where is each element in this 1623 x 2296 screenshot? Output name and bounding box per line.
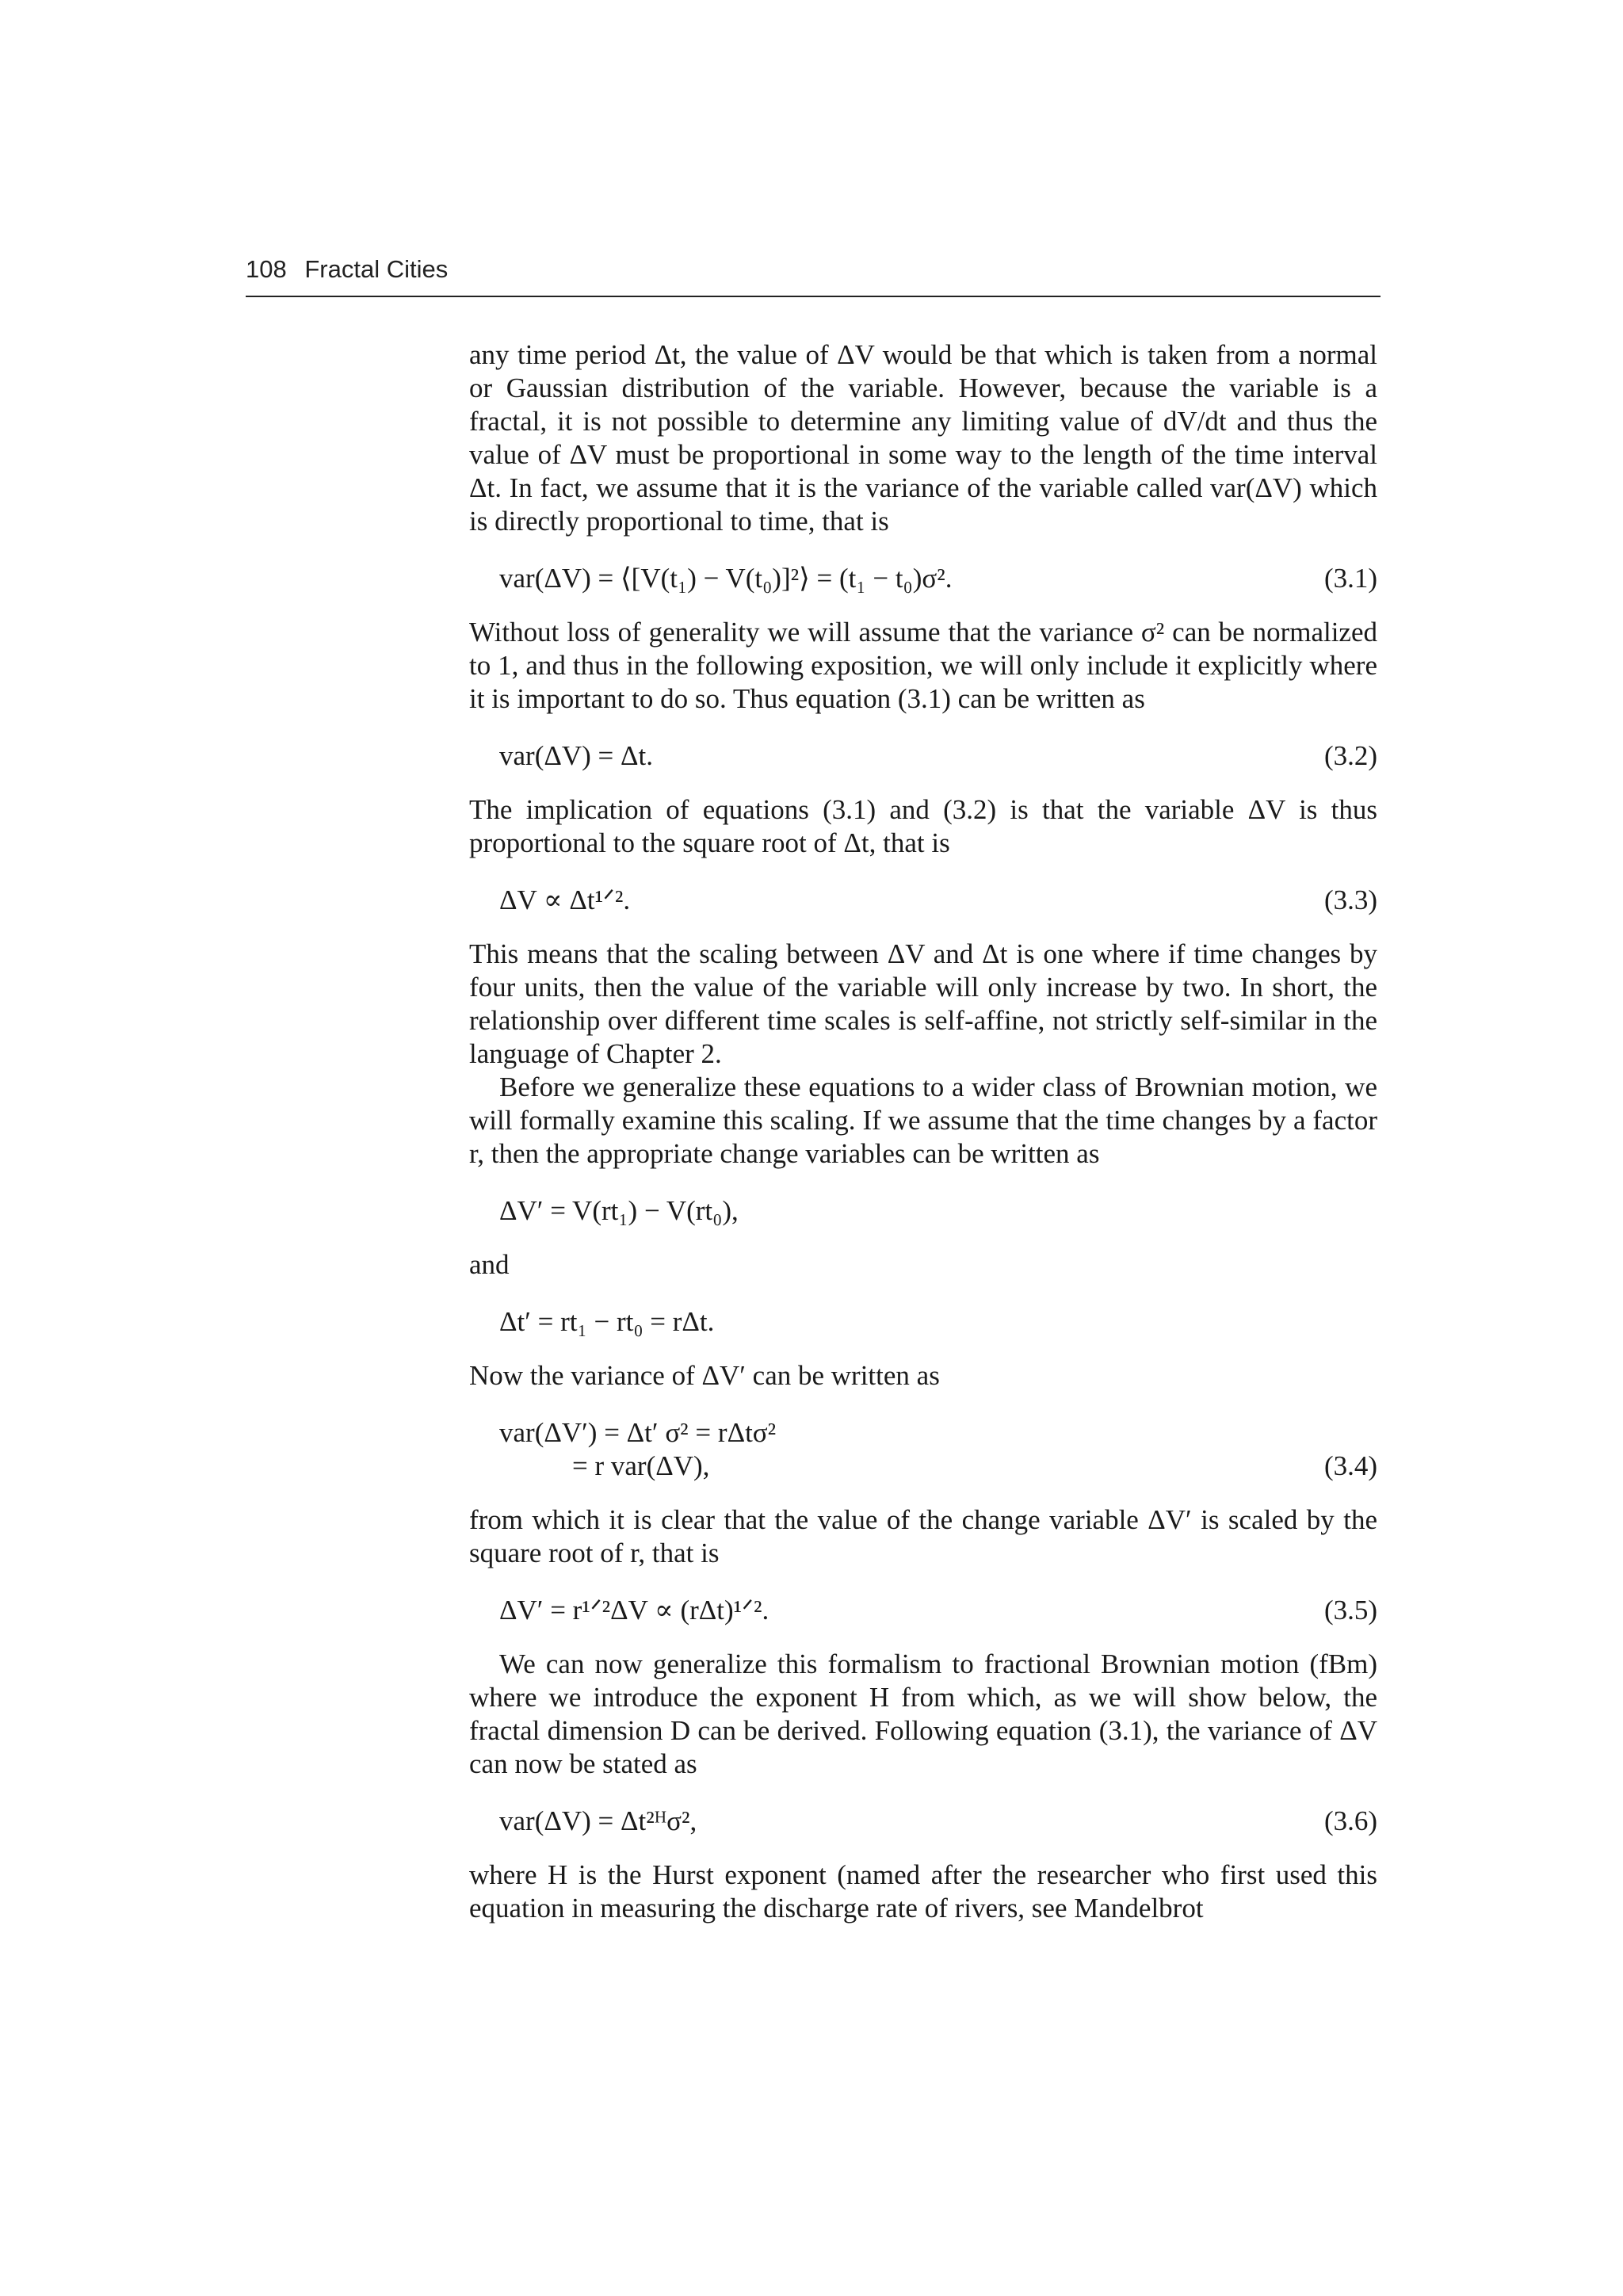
- paragraph-1: any time period Δt, the value of ΔV would be that which is taken from a normal or Gaussian distribution of the variable. However, because the variable is a fractal, it is not possible to determine any limiting value of dV/dt and thus the value of ΔV must be proportional in some way to the length of the time interval Δt. In fact, we assume that it is the variance of the variable called var(ΔV) which is directly proportional to time, that is: [469, 339, 1377, 537]
- equation-delta-v-prime: [469, 1194, 1377, 1228]
- paragraph-2: Without loss of generality we will assume that the variance σ² can be normalized to 1, and thus in the following exposition, we will only include it explicitly where it is important to do so. Thus equation (3.1) can be written as: [469, 617, 1377, 714]
- equation-3-1-number: (3.1): [1323, 563, 1377, 594]
- paragraph-9: where H is the Hurst exponent (named after the researcher who first used this equation in measuring the discharge rate of rivers, see Mandelbrot: [469, 1859, 1377, 1924]
- equation-delta-v-prime-expression: ΔV′ = V(rt₁) − V(rt₀),: [499, 1195, 739, 1226]
- equation-delta-t-prime-expression: Δt′ = rt₁ − rt₀ = rΔt.: [499, 1306, 715, 1337]
- equation-3-5-number: (3.5): [1323, 1595, 1377, 1626]
- paragraph-6: Now the variance of ΔV′ can be written as: [469, 1360, 940, 1391]
- equation-3-6: [469, 1805, 1377, 1838]
- paragraph-8: We can now generalize this formalism to fractional Brownian motion (fBm) where we introduce the exponent H from which, as we will show below, the fractal dimension D can be derived. Following equation (3.1), the variance of ΔV can now be stated as: [469, 1648, 1377, 1779]
- equation-3-1-expression: var(ΔV) = ⟨[V(t₁) − V(t₀)]²⟩ = (t₁ − t₀)σ².: [499, 563, 953, 594]
- equation-3-1: [469, 562, 1377, 595]
- header-rule: [246, 296, 1381, 297]
- equation-3-4: [469, 1416, 1377, 1483]
- paragraph-7: from which it is clear that the value of the change variable ΔV′ is scaled by the square root of r, that is: [469, 1504, 1377, 1568]
- conjunction-and: and: [469, 1249, 510, 1280]
- equation-3-3-expression: ΔV ∝ Δt¹ᐟ².: [499, 884, 631, 915]
- equation-3-3-number: (3.3): [1323, 884, 1377, 915]
- equation-delta-t-prime: [469, 1305, 1377, 1339]
- equation-3-4-line-1: var(ΔV′) = Δt′ σ² = rΔtσ²: [499, 1417, 777, 1448]
- equation-3-4-line-2: = r var(ΔV),: [572, 1450, 710, 1481]
- equation-3-4-number: (3.4): [1323, 1450, 1377, 1481]
- paragraph-5: Before we generalize these equations to a wider class of Brownian motion, we will formally examine this scaling. If we assume that the time changes by a factor r, then the appropriate change variables can be written as: [469, 1072, 1377, 1169]
- equation-3-6-number: (3.6): [1323, 1805, 1377, 1836]
- paragraph-4: This means that the scaling between ΔV and Δt is one where if time changes by four units, then the value of the variable will only increase by two. In short, the relationship over different time scales is self-affine, not strictly self-similar in the language of Chapter 2.: [469, 938, 1377, 1069]
- equation-3-3: [469, 884, 1377, 917]
- equation-3-5: [469, 1594, 1377, 1627]
- equation-3-2-expression: var(ΔV) = Δt.: [499, 740, 654, 771]
- equation-3-6-expression: var(ΔV) = Δt²ᴴσ²,: [499, 1805, 697, 1836]
- running-header: [246, 255, 1381, 284]
- equation-3-2-number: (3.2): [1323, 740, 1377, 771]
- running-title: Fractal Cities: [304, 255, 449, 283]
- paragraph-3: The implication of equations (3.1) and (3.2) is that the variable ΔV is thus proportional to the square root of Δt, that is: [469, 794, 1377, 858]
- equation-3-5-expression: ΔV′ = r¹ᐟ²ΔV ∝ (rΔt)¹ᐟ².: [499, 1595, 769, 1626]
- equation-3-2: [469, 739, 1377, 773]
- page-number: 108: [246, 255, 287, 283]
- page-body: [469, 338, 1377, 1925]
